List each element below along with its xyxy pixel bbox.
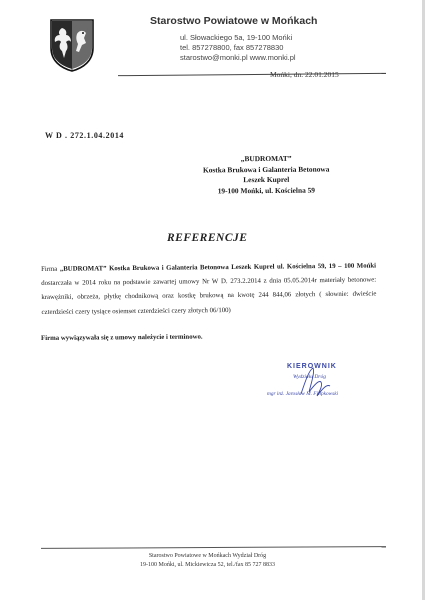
body-company: „BUDROMAT” Kostka Brukowa i Galanteria Betonowa Leszek Kuprel ul. Kościelna 59, 19 – 100 Mońki xyxy=(59,262,377,273)
stamp-dept: Wydziału Dróg xyxy=(293,374,326,380)
stamp-name: mgr inż. Jarosław M. Filipkowski xyxy=(267,391,339,397)
recipient-company: Kostka Brukowa i Galanteria Betonowa xyxy=(202,164,330,174)
recipient-owner: Leszek Kuprel xyxy=(243,174,290,185)
footer xyxy=(140,552,275,570)
org-contact xyxy=(180,33,296,63)
recipient-address: 19-100 Mońki, ul. Kościelna 59 xyxy=(217,185,316,195)
recipient-block xyxy=(203,154,330,197)
signature-stamp xyxy=(265,360,375,410)
footer-dept: Starostwo Powiatowe w Mońkach Wydział Dróg xyxy=(148,553,267,559)
footer-divider xyxy=(41,546,386,549)
body-details: dostarczała w 2014 roku na podstawie zawartej umowy Nr W D. 273.2.2014 z dnia 05.05.2014r materiały betonowe: krawężniki, obrzeża, płytkę chodnikową oraz kostkę brukową na kwotę 244 844,06 złotych ( słownie: dwieście czterdzieści czery tysiące osiemset czterdzieści czery złotych 06/100) xyxy=(41,276,377,316)
body-lead: Firma xyxy=(41,265,60,273)
coat-of-arms-icon xyxy=(49,18,95,72)
stamp-title: KIEROWNIK xyxy=(287,363,337,370)
footer-address: 19-100 Mońki, ul. Mickiewicza 52, tel./fax 85 727 8833 xyxy=(140,562,275,568)
place-date: Mońki, dn. 22.01.2015 xyxy=(270,70,339,79)
body-paragraph xyxy=(41,259,377,319)
org-email: starostwo@monki.pl www.monki.pl xyxy=(180,53,296,62)
org-name: Starostwo Powiatowe w Mońkach xyxy=(150,15,318,27)
org-phone: tel. 857278800, fax 857278830 xyxy=(180,43,284,52)
case-number: W D . 272.1.04.2014 xyxy=(45,131,125,140)
org-address: ul. Słowackiego 5a, 19-100 Mońki xyxy=(180,33,293,42)
closing-statement: Firma wywiązywała się z umowy należycie i terminowo. xyxy=(41,333,203,342)
recipient-name: „BUDROMAT” xyxy=(240,153,292,164)
document-title: REFERENCJE xyxy=(167,232,248,244)
header-divider xyxy=(118,73,386,76)
